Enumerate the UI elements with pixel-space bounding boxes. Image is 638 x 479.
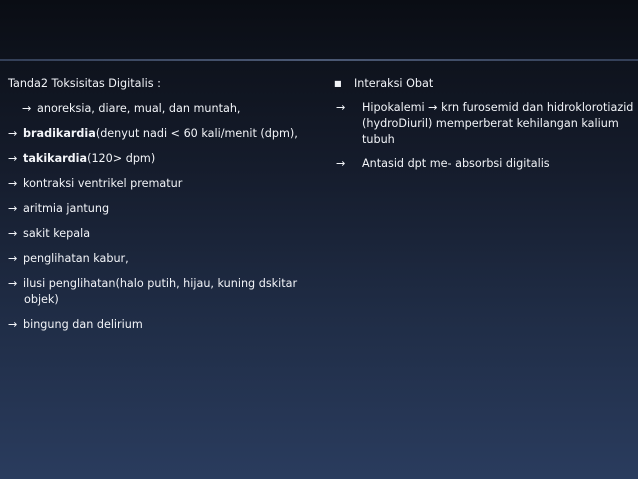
item-text: Antasid dpt me- absorbsi digitalis: [362, 157, 550, 170]
arrow-right-icon: →: [22, 102, 32, 115]
arrow-right-icon: →: [8, 152, 18, 165]
list-item: [8, 251, 313, 267]
list-item: [8, 151, 313, 167]
item-text: (denyut nadi < 60 kali/menit (dpm),: [95, 127, 298, 140]
list-item: [8, 101, 313, 117]
top-divider: [0, 59, 638, 61]
list-item: [8, 126, 313, 142]
list-item: [8, 276, 313, 308]
list-item: [334, 100, 634, 148]
list-item: [8, 226, 313, 242]
arrow-right-icon: →: [8, 227, 18, 240]
arrow-right-icon: →: [428, 101, 438, 114]
right-title: Interaksi Obat: [354, 77, 434, 90]
right-column: [334, 76, 634, 180]
arrow-right-icon: →: [8, 277, 18, 290]
item-text: kontraksi ventrikel prematur: [23, 177, 183, 190]
arrow-right-icon: →: [8, 127, 18, 140]
arrow-right-icon: →: [8, 202, 18, 215]
arrow-right-icon: →: [336, 157, 346, 170]
left-column: [8, 76, 313, 342]
list-item: [8, 317, 313, 333]
item-bold-text: bradikardia: [23, 127, 96, 140]
item-text: sakit kepala: [23, 227, 91, 240]
right-title-row: [334, 76, 634, 92]
item-text: Hipokalemi: [362, 101, 425, 114]
item-text: ilusi penglihatan(halo putih, hijau, kuning dskitar objek): [23, 277, 298, 306]
list-item: [334, 156, 634, 172]
item-text: krn furosemid dan hidroklorotiazid (hydroDiuril) memperberat kehilangan kalium tubuh: [362, 101, 634, 146]
arrow-right-icon: →: [8, 177, 18, 190]
arrow-right-icon: →: [8, 318, 18, 331]
item-text: anoreksia, diare, mual, dan muntah,: [37, 102, 241, 115]
item-bold-text: takikardia: [23, 152, 88, 165]
item-text: bingung dan delirium: [23, 318, 143, 331]
item-text: aritmia jantung: [23, 202, 110, 215]
arrow-right-icon: →: [336, 101, 346, 114]
square-bullet-icon: ■: [334, 79, 342, 88]
item-text: penglihatan kabur,: [23, 252, 129, 265]
left-title: Tanda2 Toksisitas Digitalis :: [8, 77, 161, 90]
list-item: [8, 201, 313, 217]
item-text: (120> dpm): [87, 152, 156, 165]
list-item: [8, 176, 313, 192]
arrow-right-icon: →: [8, 252, 18, 265]
